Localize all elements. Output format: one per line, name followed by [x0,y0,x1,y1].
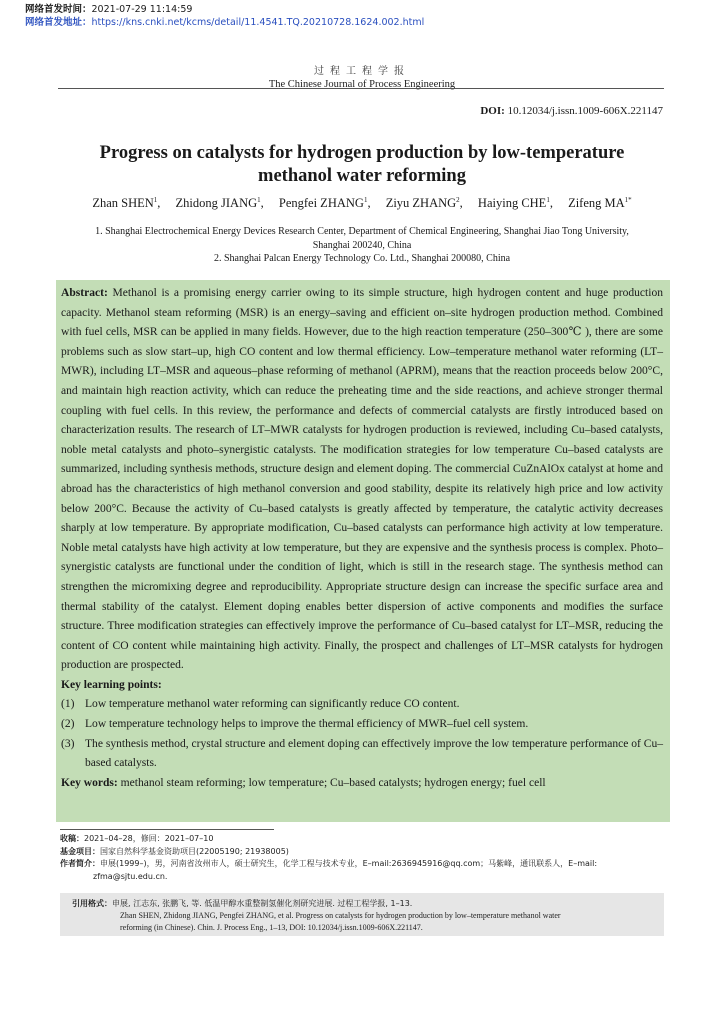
doi-line [480,105,663,117]
received-note [60,833,664,846]
citation-box [60,893,664,936]
paper-title-line1: Progress on catalysts for hydrogen production by low-temperature [99,143,625,163]
author-affil-mark: 1 [153,196,158,204]
abstract-box [56,280,670,822]
key-point-item [61,695,663,715]
key-point-item [61,735,663,774]
keywords [61,774,663,794]
author-name: Zifeng MA [568,196,625,211]
author-affil-mark: 2 [456,196,460,204]
header-divider [58,88,664,89]
paper-title-line2: methanol water reforming [258,166,466,186]
affiliation-line: 1. Shanghai Electrochemical Energy Devices Research Center, Department of Chemical Engineering, Shanghai Jiao Tong University, [95,226,629,237]
author-name: Zhidong JIANG [175,196,258,211]
key-point-number: (3) [61,737,75,750]
author-affil-mark: 1 [363,196,368,204]
doi-value[interactable]: 10.12034/j.issn.1009-606X.221147 [507,105,663,117]
paper-title [60,142,664,188]
publication-info [25,3,424,29]
affiliations [62,225,662,266]
fund-label: 基金项目： [60,846,100,856]
received-dates: 2021–04–28，修回：2021–07–10 [84,834,214,843]
author: Ziyu ZHANG$^2$, [385,196,463,211]
citation-en-line2: reforming (in Chinese). Chin. J. Process Eng., 1–13, DOI: 10.12034/j.issn.1009-606X.221147. [120,923,423,932]
author-name: Zhan SHEN [92,196,154,211]
author-name: Haiying CHE [477,196,547,211]
key-point-number: (1) [61,698,75,711]
first-pub-time: 2021-07-29 11:14:59 [91,4,193,15]
first-pub-time-row [25,3,424,16]
key-points-list [61,695,663,773]
key-point-text: The synthesis method, crystal structure and element doping can effectively improve the low temperature performance of Cu–based catalysts. [85,737,663,770]
author-bio-note [60,858,664,871]
first-pub-url-label: 网络首发地址： [25,17,92,28]
abstract-label: Abstract: [61,287,108,299]
fund-text: 国家自然科学基金资助项目(22005190; 21938005) [100,846,289,856]
footnotes [60,833,664,883]
author-bio-label: 作者简介： [60,859,100,868]
journal-header [0,62,724,90]
doi-label: DOI: [480,105,505,117]
author [568,196,632,210]
author-name: Ziyu ZHANG [385,196,457,211]
abstract [61,284,663,676]
journal-name-cn: 过程工程学报 [314,66,410,77]
citation-label: 引用格式： [72,899,112,908]
author-affil-mark: 1 [546,196,550,204]
author-bio-email: zfma@sjtu.edu.cn. [93,871,168,881]
received-label: 收稿： [60,834,84,843]
author: Pengfei ZHANG$^1$, [278,196,371,211]
keywords-text: methanol steam reforming; low temperature; Cu–based catalysts; hydrogen energy; fuel cell [120,776,546,789]
key-point-item [61,715,663,735]
author-affil-mark: 1* [624,196,632,204]
key-points-label: Key learning points: [61,678,162,691]
key-point-number: (2) [61,718,75,731]
author: Zhan SHEN$^1$, [92,196,161,211]
affiliation-line: Shanghai 200240, China [312,239,412,251]
fund-note [60,846,664,859]
first-pub-url-link[interactable]: https://kns.cnki.net/kcms/detail/11.4541.TQ.20210728.1624.002.html [91,17,425,28]
key-point-text: Low temperature technology helps to improve the thermal efficiency of MWR–fuel cell system. [85,718,529,731]
citation-cn-line [72,898,654,910]
author-affil-mark: 1 [257,196,261,204]
citation-cn: 申展, 江志东, 张鹏飞, 等. 低温甲醇水重整制氢催化剂研究进展. 过程工程学报, 1–13. [112,899,413,908]
footnote-divider [60,829,274,830]
author-name: Pengfei ZHANG [278,196,364,211]
first-pub-time-label: 网络首发时间： [25,4,92,15]
author-list [40,196,684,211]
abstract-text: Methanol is a promising energy carrier owing to its simple structure, high hydrogen content and huge production capacity. Methanol steam reforming (MSR) is an energy–saving and efficient on–site hydrogen production method. Combined with fuel cells, MSR can be applied in many fields. However, due to the high reaction temperature (250–300℃ ), there are some problems such as slow start–up, high CO content and low thermal efficiency. Low–temperature methanol water reforming (LT–MWR), including LT–MSR and aqueous–phase reforming of methanol (APRM), means that the reaction proceeds below 200°C, and maintain high reaction activity, which can reduce the preheating time and the side reactions, and achieve stronger thermal coupling with fuel cells. In this review, the performance and defects of commercial catalysts are firstly introduced based on characterization results. The research of LT–MWR catalysts for hydrogen production is reviewed, including Cu–based catalysts, noble metal catalysts and photo–synergistic catalysts. The modification strategies for low temperature Cu–based catalysts are summarized, including synthesis methods, structure design and element doping. The commercial CuZnAlOx catalyst at home and abroad has the characteristics of high methanol conversion and good stability, despite its relatively high price and low activity below 200°C. Because the activity of Cu–based catalysts is greatly affected by temperature, the catalytic activity decreases sharply at low temperature. By appropriate modification, Cu–based catalysts can performance high activity at low temperature. Noble metal catalysts have high activity at low temperature, but they are expensive and the synthesis process is complex. Photo–synergistic catalysts are functional under the condition of light, which is still in the research stage. The synthesis method can strengthen the micromixing degree and reproducibility. Appropriate structure design can increase the specific surface area and thermal stability of the catalyst. Element doping enables better dispersion of active components and modifies the surface structure. Three modification strategies can effectively improve the performance of Cu–based catalyst for LT–MSR, reducing the content of CO content while maintaining high activity. Finally, the prospect and challenges of LT–MSR catalysts for hydrogen production are prospected. [61,287,663,672]
journal-name-en: The Chinese Journal of Process Engineering [268,79,456,90]
author: Zhidong JIANG$^1$, [175,196,264,211]
key-point-text: Low temperature methanol water reforming can significantly reduce CO content. [85,698,460,711]
affiliation-line: 2. Shanghai Palcan Energy Technology Co. Ltd., Shanghai 200080, China [213,253,511,264]
citation-en-line1: Zhan SHEN, Zhidong JIANG, Pengfei ZHANG, et al. Progress on catalysts for hydrogen production by low–temperature methanol water [120,911,561,920]
first-pub-url-row [25,16,424,29]
author: Haiying CHE$^1$, [477,196,553,211]
keywords-label: Key words: [61,776,118,789]
author-bio-text: 申展(1999–)，男，河南省汝州市人，硕士研究生，化学工程与技术专业，E–mail:2636945916@qq.com；马紫峰，通讯联系人，E–mail: [100,859,598,868]
